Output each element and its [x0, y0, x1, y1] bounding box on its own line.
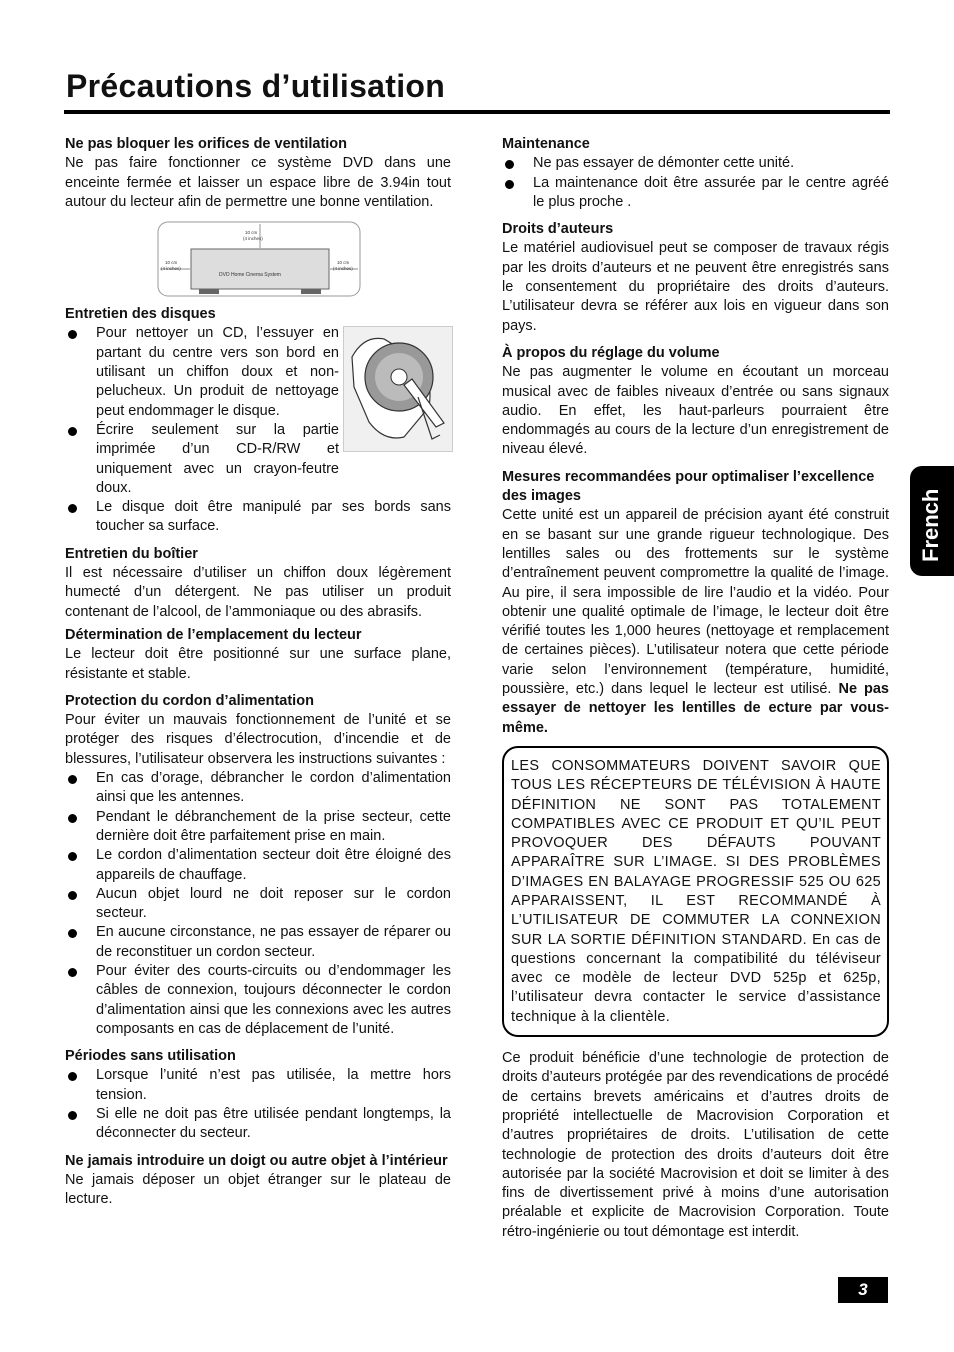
page-title: Précautions d’utilisation: [66, 68, 446, 104]
maintenance-heading: Maintenance: [502, 136, 590, 152]
list-item: La maintenance doit être assurée par le centre agréé le plus proche .: [502, 174, 889, 213]
image-quality-body: Cette unité est un appareil de précision ayant été construit en se basant sur une grande rigueur technologique. Des lentilles sales ou des frottements sur le système d’entraînement peuvent compromettre la qualité de l’image. Au pire, il sera impossible de lire l’audio et la vidéo. Pour obtenir une qualité optimale de l’image, le lecteur doit être vérifié toutes les 1,000 heures (nettoyage et remplacement de certaines pièces). L’utilisateur notera que cette période varie selon l’environnement (température, humidité, poussière, etc.) dans lequel le lecteur est utilisé.: [502, 507, 889, 698]
list-item: En cas d’orage, débrancher le cordon d’alimentation ainsi que les antennes.: [65, 769, 451, 808]
volume-heading: À propos du réglage du volume: [502, 344, 720, 361]
hdtv-compatibility-notice: LES CONSOMMATEURS DOIVENT SAVOIR QUE TOUS LES RÉCEPTEURS DE TÉLÉVISION À HAUTE DÉFINITION NE SONT PAS TOTALEMENT COMPATIBLES AVEC CE PRODUIT ET QU’IL PEUT PROVOQUER DES DÉFAUTS POUVANT APPARAÎTRE SUR L’IMAGE. SI DES PROBLÈMES D’IMAGES EN BALAYAGE PROGRESSIF 525 OU 625 APPARAISSENT, IL EST RECOMMANDÉ À L’UTILISATEUR DE COMMUTER LA CONNEXION SUR LA SORTIE DÉFINITION STANDARD. En cas de questions concernant la compatibilité du téléviseur avec ce modèle de lecteur DVD 525p et 625p, l’utilisateur devra contacter le service d’assistance technique à la clientèle.: [502, 746, 889, 1037]
discs-section: [65, 324, 451, 536]
power-heading: Protection du cordon d’alimentation: [65, 692, 314, 709]
power-text: Pour éviter un mauvais fonctionnement de l’unité et se protéger des risques d’électrocution, d’incendie et de blessures, l’utilisateur observera les instructions suivantes :: [65, 712, 451, 767]
list-item: En aucune circonstance, ne pas essayer de réparer ou de reconstituer un cordon secteur.: [65, 923, 451, 962]
image-quality-heading: Mesures recommandées pour optimaliser l’excellence des images: [502, 468, 875, 505]
list-item: Écrire seulement sur la partie imprimée d’un CD-R/RW et uniquement avec un crayon-feutre doux.: [65, 421, 451, 498]
macrovision-text: Ce produit bénéficie d’une technologie de protection de droits d’auteurs protégée par des revendications de procédé de certains brevets américains et d’autres droits de propriété intellectuelle de Macrovision Corporation et d’autres propriétaires de droits. L’utilisation de cette technologie de protection des droits d’auteurs doit être autorisée par la société Macrovision et doit se limiter à des fins de divertissement privé à moins d’une autorisation préalable et explicite de Macrovision Corporation. Toute rétro-ingénierie ou tout démontage est interdit.: [502, 1050, 889, 1240]
diagram-right-label-2: (4 inches): [333, 266, 353, 272]
maintenance-list: [502, 154, 889, 212]
casing-heading: Entretien du boîtier: [65, 545, 198, 562]
diagram-left-label-2: (4 inches): [161, 266, 181, 272]
copyright-text: Le matériel audiovisuel peut se composer de travaux régis par les droits d’auteurs et ne peuvent être enregistrés sans le consentement du propriétaire des droits d’auteurs. L’utilisateur devra se référer aux lois en vigueur dans son pays.: [502, 240, 889, 334]
ventilation-heading: Ne pas bloquer les orifices de ventilation: [65, 136, 348, 152]
list-item: Ne pas essayer de démonter cette unité.: [502, 154, 889, 173]
ventilation-diagram: [157, 221, 361, 297]
list-item: Le cordon d’alimentation secteur doit être éloigné des appareils de chauffage.: [65, 846, 451, 885]
title-rule: [64, 110, 890, 114]
diagram-top-label-1: 10 cm: [245, 230, 258, 236]
diagram-top-label-2: (4 inches): [243, 236, 263, 242]
image-quality-text: [502, 506, 889, 738]
image-quality-warning: Ne pas essayer de nettoyer les lentilles de ecture par vous-même.: [502, 681, 889, 736]
discs-list: [65, 324, 451, 536]
unused-list: [65, 1066, 451, 1143]
page-number: 3: [838, 1277, 888, 1303]
language-tab-label: French: [918, 488, 943, 562]
location-text: Le lecteur doit être positionné sur une surface plane, résistante et stable.: [65, 646, 451, 682]
list-item: Le disque doit être manipulé par ses bords sans toucher sa surface.: [65, 498, 451, 537]
unused-heading: Périodes sans utilisation: [65, 1048, 236, 1065]
list-item: Pour nettoyer un CD, l’essuyer en partant du centre vers son bord en utilisant un chiffon doux et non-pelucheux. Un produit de nettoyage peut endommager le disque.: [65, 324, 451, 420]
list-item: Pour éviter des courts-circuits ou d’endommager les câbles de connexion, toujours déconnecter le cordon d’alimentation ainsi que les connexions avec les autres composants en cas de déplacement de l’unité.: [65, 962, 451, 1039]
diagram-device-label: DVD Home Cinema System: [219, 272, 281, 279]
foreign-object-text: Ne jamais déposer un objet étranger sur le plateau de lecture.: [65, 1171, 451, 1208]
discs-heading: Entretien des disques: [65, 306, 216, 323]
location-heading: Détermination de l’emplacement du lecteur: [65, 626, 362, 643]
copyright-heading: Droits d’auteurs: [502, 221, 614, 238]
power-list: [65, 769, 451, 1039]
diagram-left-label-1: 10 cm: [165, 260, 178, 266]
list-item: Lorsque l’unité n’est pas utilisée, la mettre hors tension.: [65, 1066, 451, 1105]
volume-text: Ne pas augmenter le volume en écoutant un morceau musical avec de faibles niveaux d’entrée ou sans signaux audio. En effet, les haut-parleurs pourraient être endommagés au cours de la lecture d’un enregistrement de niveau élevé.: [502, 364, 889, 458]
language-tab: [910, 466, 954, 576]
list-item: Si elle ne doit pas être utilisée pendant longtemps, la déconnecter du secteur.: [65, 1105, 451, 1144]
right-column: [502, 131, 889, 1242]
left-column: [65, 131, 451, 1210]
casing-text: Il est nécessaire d’utiliser un chiffon doux légèrement humecté d’un détergent. Ne pas utiliser un produit contenant de l’alcool, de l’ammoniaque ou des abrasifs.: [65, 565, 451, 620]
list-item: Aucun objet lourd ne doit reposer sur le cordon secteur.: [65, 885, 451, 924]
diagram-right-label-1: 10 cm: [337, 260, 350, 266]
foreign-object-heading: Ne jamais introduire un doigt ou autre objet à l’intérieur: [65, 1152, 448, 1169]
list-item: Pendant le débranchement de la prise secteur, cette dernière doit être parfaitement prise en main.: [65, 808, 451, 847]
ventilation-text: Ne pas faire fonctionner ce système DVD dans une enceinte fermée et laisser un espace libre de 3.94in tout autour du lecteur afin de permettre une bonne ventilation.: [65, 155, 451, 210]
